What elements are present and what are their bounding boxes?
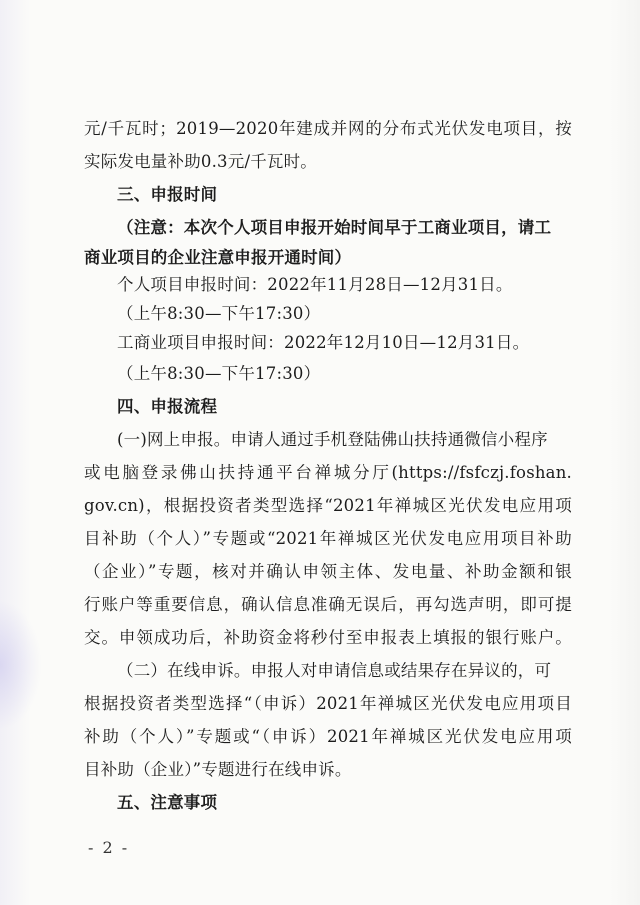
section-heading-4: 四、申报流程 — [117, 397, 218, 416]
personal-schedule-line: 个人项目申报时间：2022年11月28日—12月31日。 — [117, 275, 513, 294]
scan-stain — [0, 600, 42, 730]
time-range-line: （上午8:30—下午17:30） — [117, 304, 321, 323]
paragraph-line: 目补助（个人）”专题或“2021年禅城区光伏发电应用项目补助 — [84, 529, 572, 548]
paragraph-line: 目补助（企业）”专题进行在线申诉。 — [84, 760, 352, 779]
paragraph-line: (一)网上申报。申请人通过手机登陆佛山扶持通微信小程序 — [117, 430, 548, 449]
paragraph-line: 补助（个人）”专题或“（申诉）2021年禅城区光伏发电应用项 — [84, 727, 572, 746]
paragraph-line: 行账户等重要信息，确认信息准确无误后，再勾选声明，即可提 — [84, 595, 572, 614]
notice-line: （注意：本次个人项目申报开始时间早于工商业项目，请工 — [117, 218, 552, 237]
section-heading-3: 三、申报时间 — [117, 185, 218, 204]
paragraph-line: 元/千瓦时；2019—2020年建成并网的分布式光伏发电项目，按 — [84, 119, 572, 138]
page-number: - 2 - — [88, 838, 130, 857]
paragraph-line: 根据投资者类型选择“（申诉）2021年禅城区光伏发电应用项目 — [84, 694, 572, 713]
paragraph-line: gov.cn)，根据投资者类型选择“2021年禅城区光伏发电应用项 — [84, 496, 572, 515]
notice-line: 商业项目的企业注意申报开通时间） — [84, 248, 352, 267]
business-schedule-line: 工商业项目申报时间：2022年12月10日—12月31日。 — [117, 333, 530, 352]
section-heading-5: 五、注意事项 — [117, 793, 218, 812]
paragraph-line: 交。申领成功后，补助资金将秒付至申报表上填报的银行账户。 — [84, 628, 572, 647]
paragraph-line: 或电脑登录佛山扶持通平台禅城分厅(https://fsfczj.foshan. — [84, 463, 572, 482]
paragraph-line: （企业）”专题，核对并确认申领主体、发电量、补助金额和银 — [84, 562, 572, 581]
paragraph-line: （二）在线申诉。申报人对申请信息或结果存在异议的，可 — [117, 661, 552, 680]
time-range-line: （上午8:30—下午17:30） — [117, 364, 321, 383]
paragraph-line: 实际发电量补助0.3元/千瓦时。 — [84, 152, 317, 171]
